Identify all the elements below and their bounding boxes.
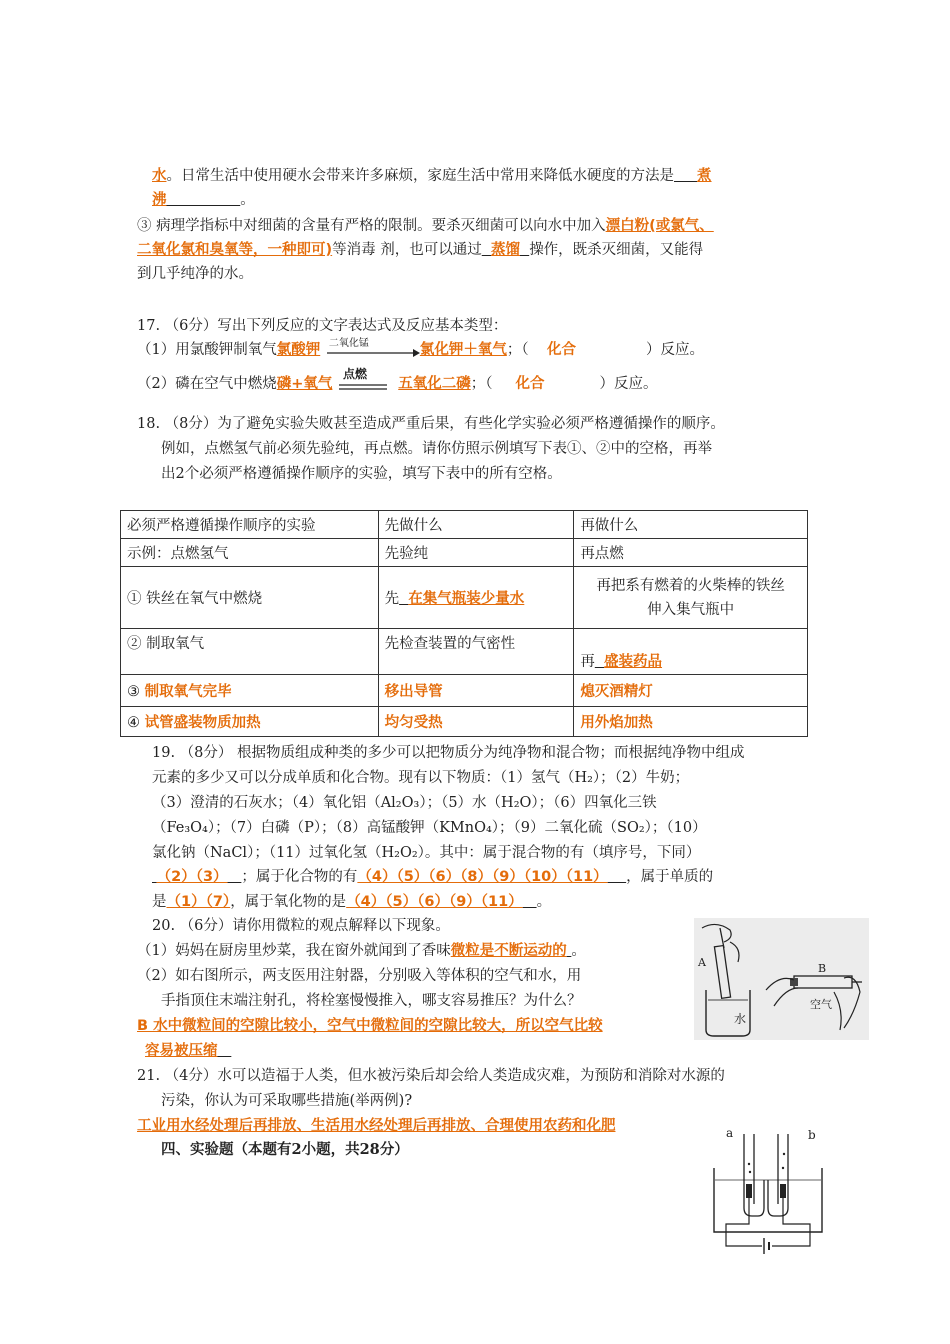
q19-line4: （Fe₃O₄）；（7）白磷（P）；（8）高锰酸钾（KMnO₄）；（9）二氧化硫（SO₂）；（10） <box>152 820 707 836</box>
answer-disinfectant-2: 二氧化氯和臭氧等，一种即可) <box>137 242 333 258</box>
q19-line2: 元素的多少又可以分成单质和化合物。现有以下物质：（1）氢气（H₂）；（2）牛奶； <box>152 770 690 786</box>
q17-title: 17. （6分）写出下列反应的文字表达式及反应基本类型： <box>137 318 508 334</box>
answer-load-chemicals: 盛装药品 <box>604 654 663 670</box>
answer-boil-1: 煮 <box>697 168 712 184</box>
ignite-label: 点燃 <box>343 367 368 381</box>
syringe-figure <box>694 918 869 1040</box>
table-row: ② 制取氧气 先检查装置的气密性 再 盛装药品 <box>121 629 808 675</box>
q20-part2-line2: 手指顶住末端注射孔，将栓塞慢慢推入，哪支容易推压？为什么？ <box>161 993 582 1009</box>
catalyst-label: 二氧化锰 <box>328 338 369 349</box>
q21-answer: 工业用水经处理后再排放、生活用水经处理后再排放、合理使用农药和化肥 <box>137 1118 616 1134</box>
q21-line2: 污染，你认为可采取哪些措施(举两例)? <box>161 1093 413 1109</box>
answer-elements: （1）（7） <box>166 894 231 910</box>
r1-product: 氯化钾＋氧气 <box>419 342 507 358</box>
q18-line3: 出2个必须严格遵循操作顺序的实验，填写下表中的所有空格。 <box>161 466 562 482</box>
operation-order-table <box>120 510 808 737</box>
q20-part2-line1: （2）如右图所示，两支医用注射器，分别吸入等体积的空气和水，用 <box>137 968 582 984</box>
section-title: 四、实验题（本题有2小题，共28分） <box>161 1141 409 1158</box>
reaction-arrow-icon <box>325 340 420 360</box>
q20-answer-line1: B 水中微粒间的空隙比较小，空气中微粒间的空隙比较大，所以空气比较 <box>137 1018 603 1034</box>
header-first: 先做什么 <box>378 511 574 539</box>
answer-distill: 蒸馏 <box>490 242 520 258</box>
q20-answer-line2: 容易被压缩 <box>145 1043 218 1059</box>
q17-reaction-1: （1）用氯酸钾制氧气氯酸钾 二氧化锰 氯化钾＋氧气；（ 化合 ）反应。 <box>137 340 704 360</box>
electrolysis-figure <box>706 1124 830 1256</box>
q20-part1: （1）妈妈在厨房里炒菜，我在窗外就闻到了香味微粒是不断运动的 。 <box>137 943 586 959</box>
table-row: ① 铁丝在氧气中燃烧 先 在集气瓶装少量水 再把系有燃着的火柴棒的铁丝 伸入集气瓶中 <box>121 567 808 629</box>
q19-line3: （3）澄清的石灰水；（4）氧化铝（Al₂O₃）；（5）水（H₂O）；（6）四氧化三铁 <box>152 795 657 811</box>
header-then: 再做什么 <box>574 511 808 539</box>
q20-title: 20. （6分）请你用微粒的观点解释以下现象。 <box>152 918 450 934</box>
q21-line1: 21. （4分）水可以造福于人类，但水被污染后却会给人类造成灾难，为预防和消除对水源的 <box>137 1068 725 1084</box>
electrolysis-apparatus-icon <box>706 1124 830 1256</box>
label-tube-a: a <box>726 1126 734 1140</box>
answer-disinfectant-1: 漂白粉(或氯气、 <box>605 218 714 234</box>
syringe-illustration-icon <box>694 918 869 1040</box>
q18-line2: 例如，点燃氢气前必须先验纯，再点燃。请你仿照示例填写下表①、②中的空格，再举 <box>161 441 712 457</box>
q19-line1: 19. （8分） 根据物质组成种类的多少可以把物质分为纯净物和混合物；而根据纯净物中组成 <box>152 745 745 761</box>
q16-line5: 到几乎纯净的水。 <box>137 266 253 282</box>
answer-water: 水 <box>152 168 167 184</box>
q19-line7: 是（1）（7），属于氧化物的是（4）（5）（6）（9）（11） 。 <box>152 894 552 910</box>
label-air: 空气 <box>810 998 832 1011</box>
table-row: ④ 试管盛装物质加热 均匀受热 用外焰加热 <box>121 707 808 737</box>
catalyst-arrow <box>325 340 420 360</box>
r1-type: 化合 <box>547 342 577 358</box>
r2-type: 化合 <box>515 376 545 392</box>
q18-line1: 18. （8分）为了避免实验失败甚至造成严重后果，有些化学实验必须严格遵循操作的顺序。 <box>137 416 725 432</box>
equals-arrow-icon <box>337 374 389 394</box>
label-tube-b: b <box>808 1128 816 1142</box>
q16-line3: ③ 病理学指标中对细菌的含量有严格的限制。要杀灭细菌可以向水中加入漂白粉(或氯气、 <box>137 218 714 234</box>
q16-line1: 水。日常生活中使用硬水会带来许多麻烦，家庭生活中常用来降低水硬度的方法是 煮 <box>152 168 712 184</box>
ignite-arrow <box>337 367 389 394</box>
answer-oxides: （4）（5）（6）（9）（11） <box>346 894 523 910</box>
header-experiment: 必须严格遵循操作顺序的实验 <box>121 511 379 539</box>
answer-particle-motion: 微粒是不断运动的 <box>450 943 567 959</box>
label-a: A <box>698 956 706 969</box>
table-header-row <box>121 511 808 539</box>
q16-line4: 二氧化氯和臭氧等，一种即可)等消毒 剂，也可以通过 蒸馏 操作，既杀灭细菌，又能得 <box>137 242 704 258</box>
r1-reactant: 氯酸钾 <box>276 342 321 358</box>
r2-product: 五氧化二磷 <box>398 376 471 392</box>
q19-line5: 氯化钠（NaCl）；（11）过氧化氢（H₂O₂）。其中：属于混合物的有（填序号，下同） <box>152 845 701 861</box>
answer-boil-2: 沸 <box>152 192 167 208</box>
answer-compounds: （4）（5）（6）（8）（9）（10）（11） <box>357 869 608 885</box>
label-water: 水 <box>734 1012 747 1026</box>
q19-line6: （2）（3） ；属于化合物的有（4）（5）（6）（8）（9）（10）（11） ，属于单质的 <box>156 869 714 885</box>
r2-reactant: 磷+氧气 <box>276 376 333 392</box>
table-row: ③ 制取氧气完毕 移出导管 熄灭酒精灯 <box>121 675 808 707</box>
table-row: 示例：点燃氢气 先验纯 再点燃 <box>121 539 808 567</box>
label-b: B <box>818 962 827 975</box>
answer-mixtures: （2）（3） <box>156 869 228 885</box>
answer-sand-water: 在集气瓶装少量水 <box>408 591 525 607</box>
q17-reaction-2: （2）磷在空气中燃烧磷+氧气 点燃 五氧化二磷；（ 化合 ）反应。 <box>137 374 658 394</box>
q16-line2: 沸 。 <box>152 192 255 208</box>
